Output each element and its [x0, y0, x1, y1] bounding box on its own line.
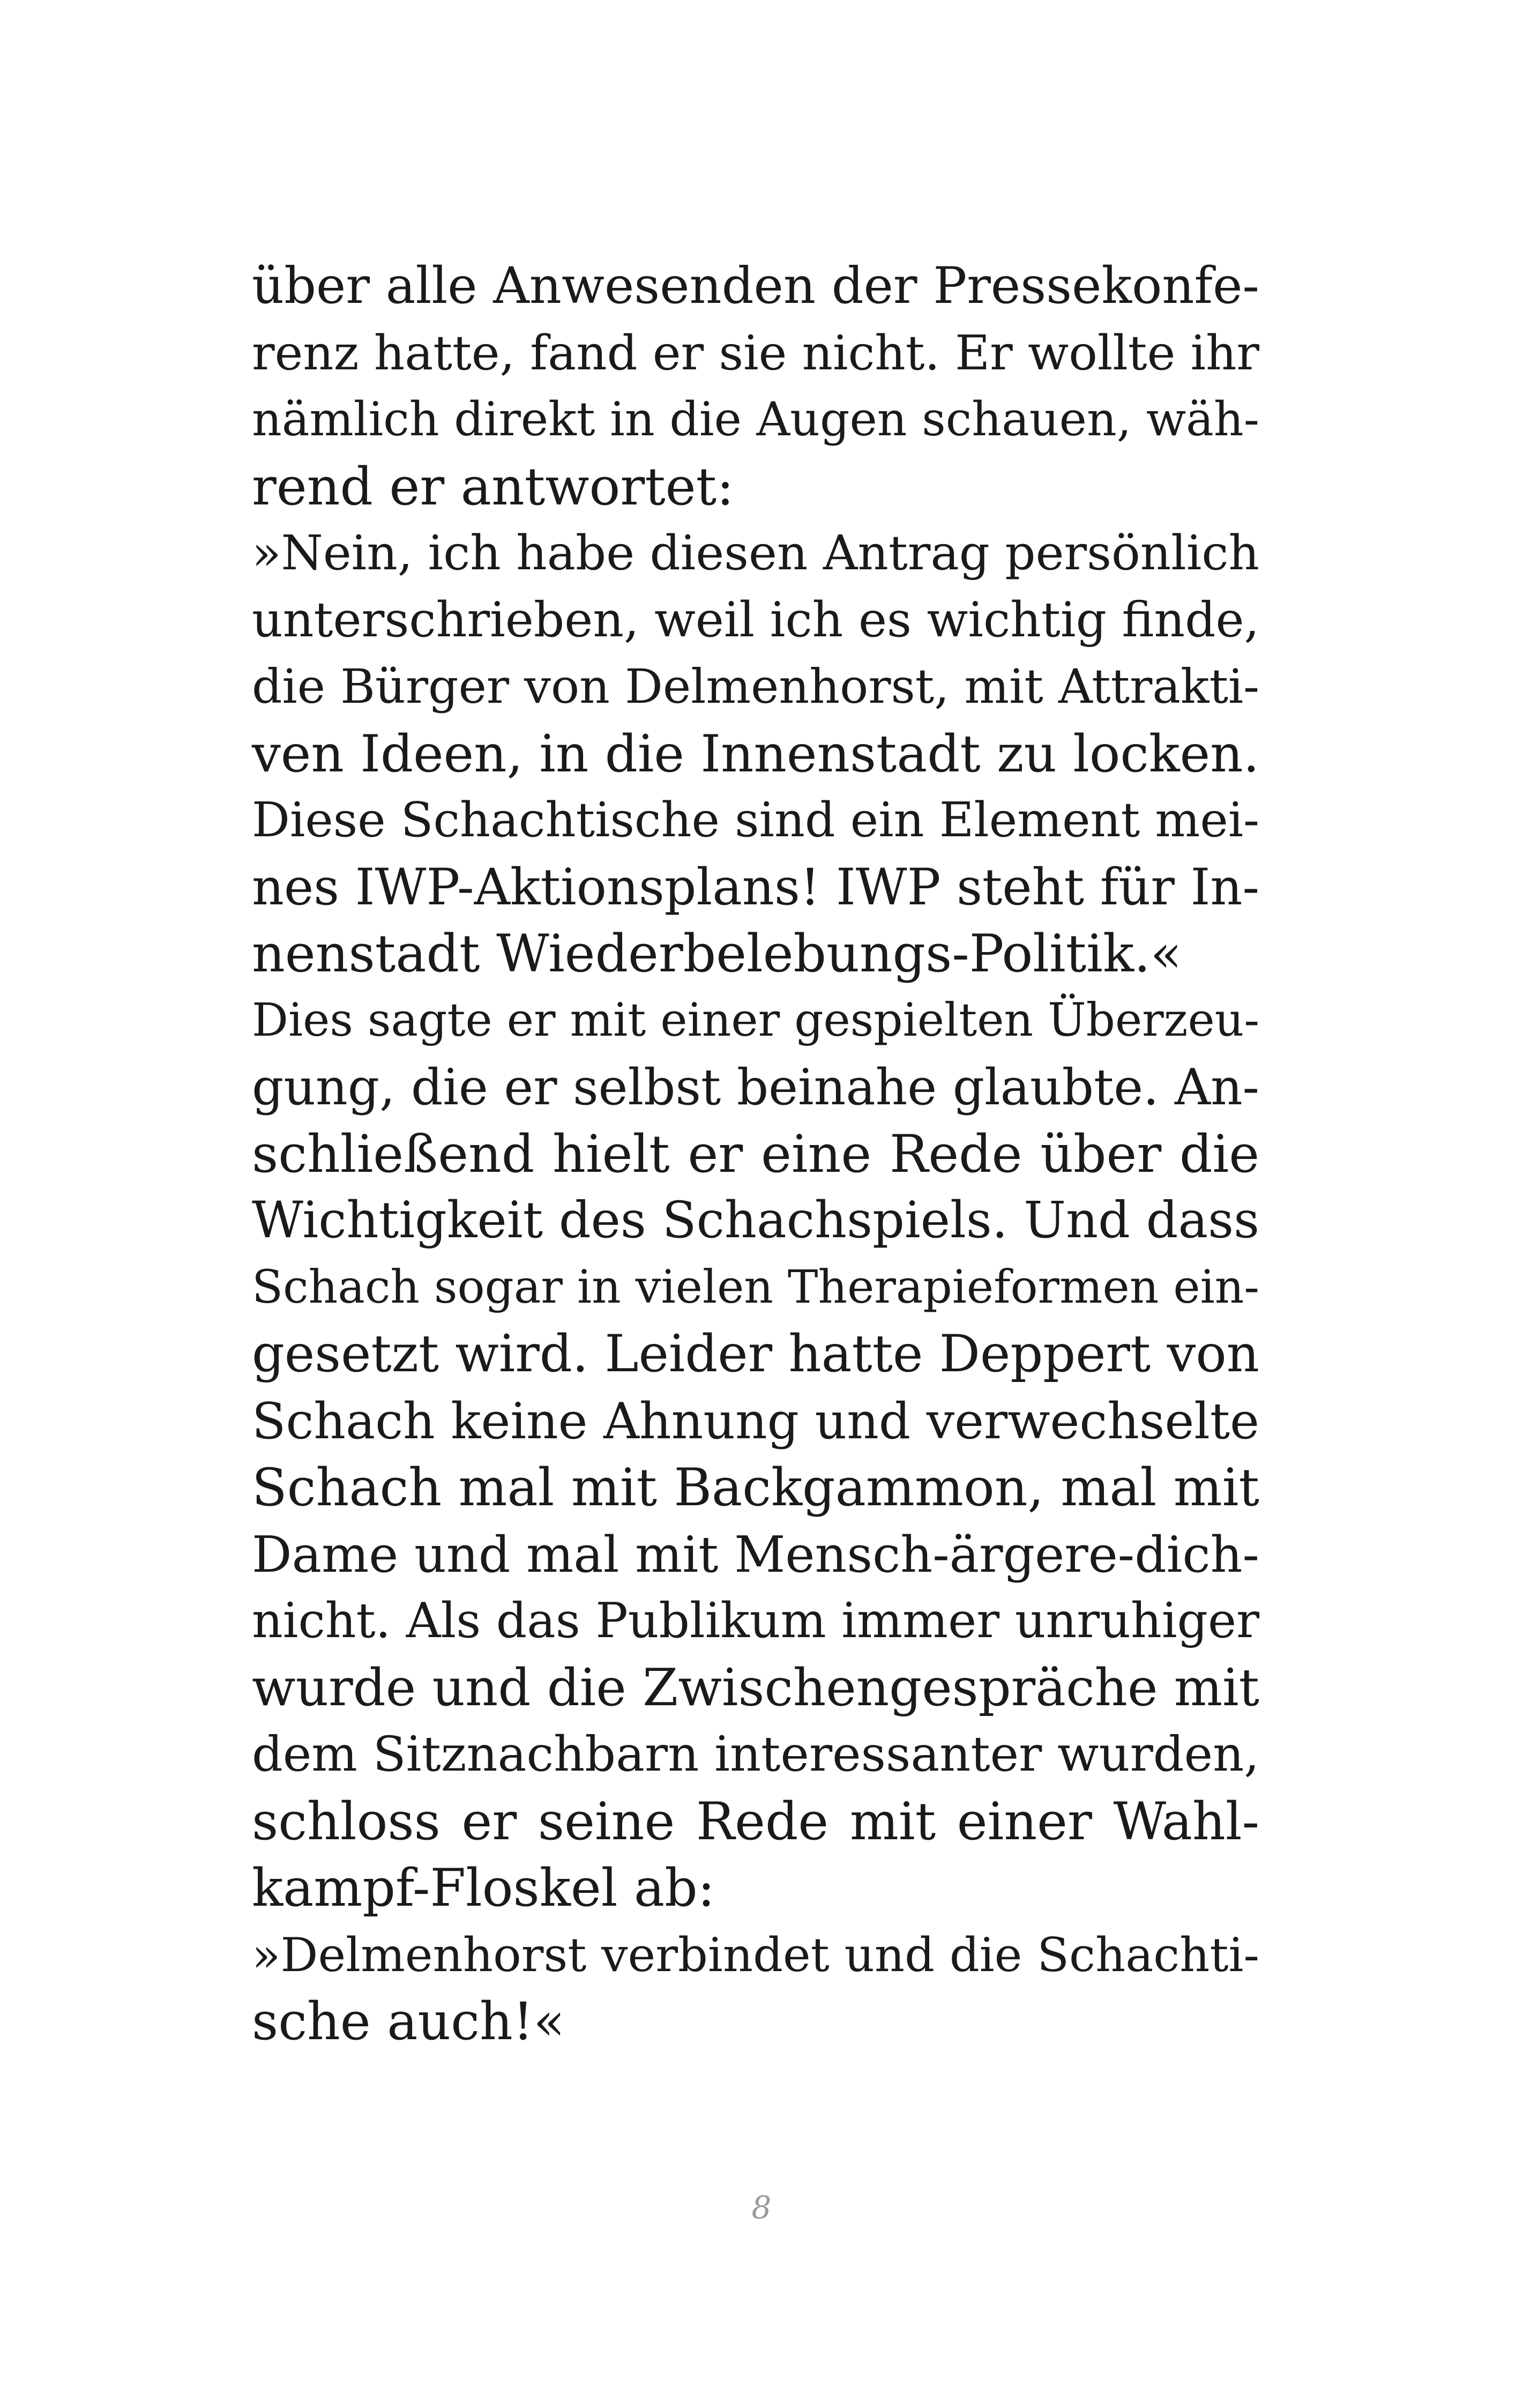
- text-line: renz hatte, fand er sie nicht. Er wollte ihr: [252, 325, 1259, 381]
- text-line: Schach mal mit Backgammon, mal mit: [252, 1458, 1259, 1518]
- text-line: unterschrieben, weil ich es wichtig finde,: [252, 592, 1259, 648]
- text-line: über alle Anwesenden der Pressekonfe-: [252, 257, 1259, 315]
- body-text: [252, 253, 1259, 2055]
- text-line: gung, die er selbst beinahe glaubte. An-: [252, 1058, 1259, 1116]
- text-line: nenstadt Wiederbelebungs-Politik.«: [252, 924, 1182, 984]
- text-line: kampf-Floskel ab:: [252, 1858, 715, 1918]
- text-line: schloss er seine Rede mit einer Wahl-: [252, 1791, 1259, 1852]
- text-line: ven Ideen, in die Innenstadt zu locken.: [252, 723, 1259, 784]
- text-line: »Delmenhorst verbindet und die Schachti-: [252, 1927, 1259, 1982]
- text-line: nes IWP-Aktionsplans! IWP steht für In-: [252, 857, 1259, 916]
- text-line: sche auch!«: [252, 1991, 565, 2052]
- text-line: nicht. Als das Publikum immer unruhiger: [252, 1593, 1259, 1649]
- text-line: Wichtigkeit des Schachspiels. Und dass: [252, 1191, 1259, 1250]
- text-line: schließend hielt er eine Rede über die: [252, 1124, 1259, 1184]
- text-line: Diese Schachtische sind ein Element mei-: [252, 792, 1259, 848]
- text-line: Schach sogar in vielen Therapieformen ein-: [252, 1260, 1259, 1314]
- text-line: dem Sitznachbarn interessanter wurden,: [252, 1726, 1259, 1782]
- text-line: Dame und mal mit Mensch-ärgere-dich-: [252, 1525, 1259, 1584]
- text-line: nämlich direkt in die Augen schauen, wäh-: [252, 393, 1259, 447]
- page-number: 8: [751, 2189, 772, 2226]
- text-line: wurde und die Zwischengespräche mit: [252, 1658, 1259, 1718]
- text-line: Schach keine Ahnung und verwechselte: [252, 1392, 1259, 1450]
- text-line: »Nein, ich habe diesen Antrag persönlich: [252, 525, 1259, 581]
- text-line: rend er antwortet:: [252, 456, 734, 517]
- text-line: Dies sagte er mit einer gespielten Überzeu-: [252, 993, 1259, 1047]
- text-line: die Bürger von Delmenhorst, mit Attrakti-: [252, 659, 1259, 714]
- text-line: gesetzt wird. Leider hatte Deppert von: [252, 1325, 1259, 1384]
